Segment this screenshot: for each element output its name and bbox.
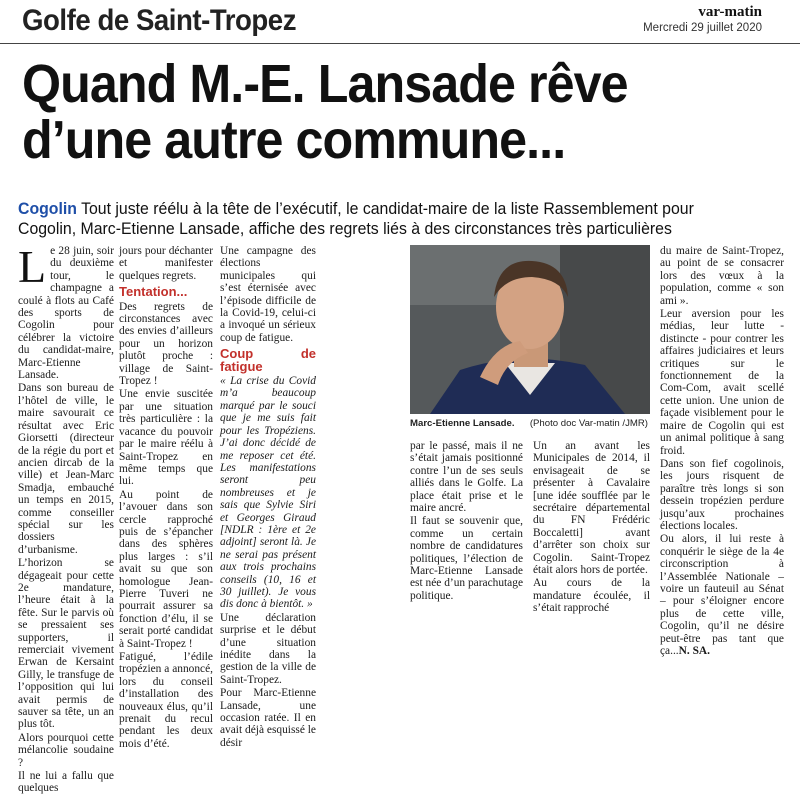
paragraph: L’horizon se dégageait pour cette 2e mandature, l’heure était à la fête. Sur le parvis où se pressaient ses supporters, il remerciait vivement Erwan de Kersaint Gilly, le transfuge de l’opposition qui lui avait permis de sauver sa tête, un an plus tôt. (18, 557, 114, 731)
article-column-7 (660, 245, 784, 658)
paragraph: Une envie suscitée par une situation très particulière : la vacance du pouvoir par le maire réélu à Saint-Tropez en même temps que lui. (119, 388, 213, 488)
article-headline: Quand M.-E. Lansade rêve d’une autre commune... (22, 54, 628, 170)
photo-credit: (Photo doc Var-matin /JMR) (529, 418, 648, 429)
paragraph: par le passé, mais il ne s’était jamais positionné contre l’un de ses seuls alliés dans le Golfe. La place était prise et le maire ancré. (410, 440, 523, 515)
paragraph: Une campagne des élections municipales qui s’est éternisée avec l’épisode difficile de la Covid-19, celui-ci a invoqué un sérieux coup de fatigue. (220, 245, 316, 344)
lead-town: Cogolin (18, 200, 77, 218)
paragraph-text: Ou alors, il lui reste à conquérir le siège de la 4e circonscription à l’Assemblée Nationale – voire un fauteuil au Sénat – pour s’éloigner encore plus de cette ville, Cogolin, qu’il ne désire peut-être pas tant que ça... (660, 533, 784, 657)
paragraph (660, 533, 784, 657)
paragraph: Il ne lui a fallu que quelques (18, 770, 114, 795)
paragraph: Leur aversion pour les médias, leur lutte - distincte - pour contrer les affaires judiciaires et leurs critiques sur le fonctionnement de la Com-Com, avait scellé cette union. Une union de façade visiblement pour le maire de Cogolin qui est un animal politique à sang froid. (660, 308, 784, 457)
paragraph: Une déclaration surprise et le début d’une situation inédite dans la gestion de la ville de Saint-Tropez. (220, 611, 316, 686)
page-header (0, 0, 800, 44)
paragraph: Alors pourquoi cette mélancolie soudaine ? (18, 731, 114, 769)
paragraph: jours pour déchanter et manifester quelques regrets. (119, 245, 213, 282)
subheading: Tentation... (119, 284, 188, 300)
portrait-illustration (410, 245, 650, 414)
header-rule (0, 43, 800, 44)
article-column-3 (220, 245, 316, 750)
drop-cap: L (18, 241, 47, 292)
paragraph: Il faut se souvenir que, comme un certain nombre de candidatures politiques, l’élection de Marc-Etienne Lansade est née d’un parachutage politique. (410, 515, 523, 602)
paragraph: e 28 juin, soir du deuxième tour, le champagne a coulé à flots au Café des sports de Cogolin pour célébrer la victoire du candidat-maire, Marc-Etienne Lansade. (18, 245, 114, 382)
paragraph: Dans son bureau de l’hôtel de ville, le maire savourait ce résultat avec Eric Giorsetti (directeur de la régie du port et ancien dircab de la ville) et Jean-Marc Smadja, embauché un temps en 2015, comme conseiller spécial sur les dossiers d’urbanisme. (18, 382, 114, 556)
paragraph: Dans son fief cogolinois, les jours risquent de paraître très longs si son dessein tropézien perdure jusqu’aux prochaines élections locales. (660, 457, 784, 532)
photo-caption-row (410, 418, 650, 429)
lead-text: Tout juste réélu à la tête de l’exécutif, le candidat-maire de la liste Rassemblement pour Cogolin, Marc-Etienne Lansade, affiche des regrets liés à des circonstances très particulières (18, 200, 694, 238)
paragraph: Fatigué, l’édile tropézien a annoncé, lors du conseil d’installation des nouveaux élus, qu’il prenait du recul pendant les deux mois d’été. (119, 651, 213, 750)
article-column-5 (410, 440, 523, 603)
paragraph: Des regrets de circonstances avec des envies d’ailleurs pour un horizon plutôt proche : village de Saint-Tropez ! (119, 300, 213, 388)
author-signature: N. SA. (678, 645, 710, 657)
photo-caption: Marc-Etienne Lansade. (410, 418, 515, 429)
paragraph: Au point de l’avouer dans son cercle rapproché puis de s’épancher dans des sphères plus larges : s’il avait su que son homologue Jean-Pierre Tuveri ne pourrait assurer sa fonction d’élu, il se serait porté candidat à Saint-Tropez ! (119, 488, 213, 650)
paragraph: du maire de Saint-Tropez, au point de se consacrer lors des vœux à la population, comme « son ami ». (660, 245, 784, 307)
portrait-photo (410, 245, 650, 414)
paragraph: Pour Marc-Etienne Lansade, une occasion ratée. Il en avait déjà esquissé le désir (220, 687, 316, 749)
newspaper-name: var-matin (698, 4, 762, 20)
quote: « La crise du Covid m’a beaucoup marqué par le souci que je me suis fait pour les Tropéziens. J’ai donc décidé de me reposer cet été. Les manifestations seront peu nombreuses et je sais que Sylvie Siri et Georges Giraud [NDLR : 1ère et 2e adjoint] seront là. Je ne serai pas présent aux trois prochains conseils (10, 16 et 30 juillet). Je vous dis donc à bientôt. » (220, 375, 316, 611)
section-title: Golfe de Saint-Tropez (22, 4, 297, 37)
issue-date: Mercredi 29 juillet 2020 (643, 22, 762, 34)
paragraph: Un an avant les Municipales de 2014, il envisageait de se présenter à Cavalaire [une idée soufflée par le secrétaire départemental du FN Frédéric Boccaletti] avant d’arrêter son choix sur Cogolin. Saint-Tropez était alors hors de portée. (533, 440, 650, 577)
article-lead (18, 199, 752, 239)
article-column-2 (119, 245, 213, 751)
article-column-1 (18, 241, 114, 796)
article-column-6 (533, 440, 650, 616)
subheading: Coup de fatigue (220, 346, 316, 374)
paragraph: Au cours de la mandature écoulée, il s’était rapproché (533, 577, 650, 615)
